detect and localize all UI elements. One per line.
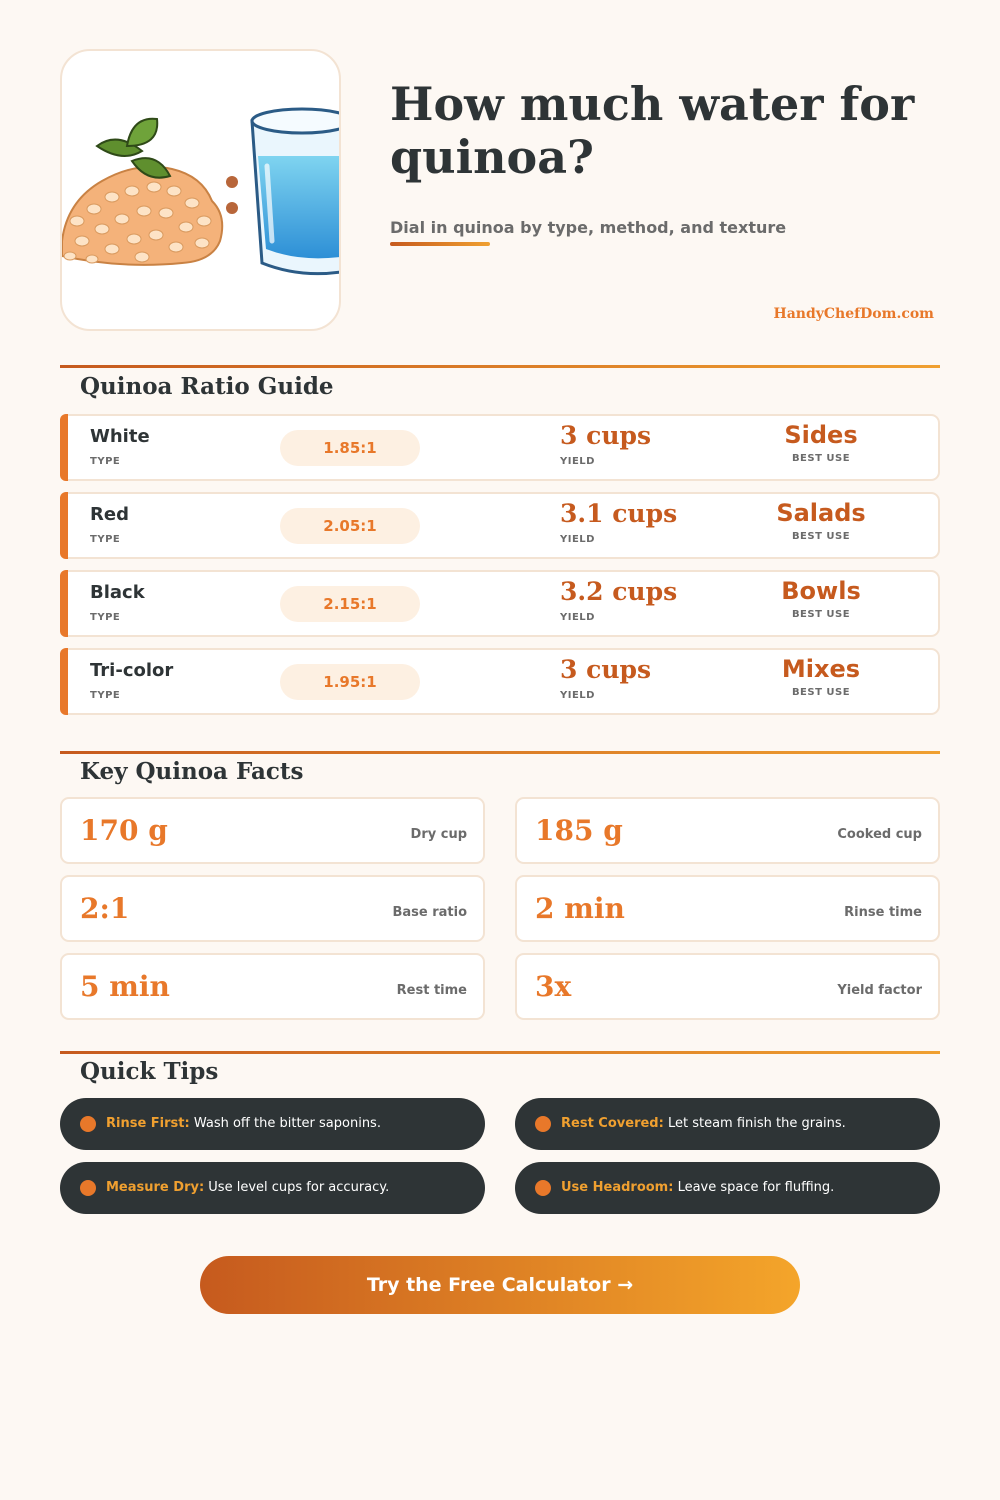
best-use-label: BEST USE: [791, 687, 851, 698]
yield-value: 3 cups: [560, 655, 652, 684]
fact-card: [60, 953, 485, 1020]
bullet-dot-icon: [535, 1180, 551, 1196]
ratio-badge: 1.85:1: [280, 430, 420, 466]
water-glass-icon: [252, 109, 341, 274]
ratio-badge: 2.05:1: [280, 508, 420, 544]
type-label: TYPE: [90, 456, 121, 467]
type-value: Tri-color: [90, 660, 174, 681]
type-label: TYPE: [90, 534, 121, 545]
free-calculator-button[interactable]: Try the Free Calculator →: [200, 1256, 800, 1314]
fact-label: Base ratio: [392, 905, 467, 920]
subtitle-underline: [390, 242, 490, 246]
tip-pill: [515, 1098, 940, 1150]
tips-title: Quick Tips: [80, 1058, 219, 1085]
best-use-value: Mixes: [781, 655, 861, 683]
facts-title: Key Quinoa Facts: [80, 758, 304, 785]
type-label: TYPE: [90, 690, 121, 701]
fact-card: [60, 797, 485, 864]
quinoa-pile-icon: [62, 167, 222, 265]
fact-value: 2 min: [535, 892, 625, 925]
tip-text: Wash off the bitter saponins.: [193, 1116, 381, 1131]
fact-value: 185 g: [535, 814, 623, 847]
ratio-badge: 1.95:1: [280, 664, 420, 700]
fact-card: [515, 875, 940, 942]
ratio-row-white: [60, 414, 940, 481]
bullet-dot-icon: [535, 1116, 551, 1132]
bullet-dot-icon: [80, 1180, 96, 1196]
tip-title: Use Headroom:: [561, 1180, 674, 1195]
tip-text: Use level cups for accuracy.: [208, 1180, 390, 1195]
section-divider: [60, 1051, 940, 1054]
fact-value: 5 min: [80, 970, 170, 1003]
tip-text: Let steam finish the grains.: [667, 1116, 846, 1131]
best-use-label: BEST USE: [791, 609, 851, 620]
tip-pill: [60, 1162, 485, 1214]
yield-value: 3.2 cups: [560, 577, 678, 606]
hero-svg: [62, 51, 341, 331]
ratio-guide-title: Quinoa Ratio Guide: [80, 373, 334, 400]
best-use-label: BEST USE: [791, 453, 851, 464]
ratio-row-black: [60, 570, 940, 637]
best-use-label: BEST USE: [791, 531, 851, 542]
yield-value: 3.1 cups: [560, 499, 678, 528]
fact-card: [515, 953, 940, 1020]
ratio-row-tri-color: [60, 648, 940, 715]
tip-text: Leave space for fluffing.: [677, 1180, 835, 1195]
type-value: Red: [90, 504, 129, 525]
bullet-dot-icon: [80, 1116, 96, 1132]
section-divider: [60, 365, 940, 368]
fact-label: Dry cup: [410, 827, 467, 842]
fact-card: [60, 875, 485, 942]
best-use-value: Salads: [776, 499, 866, 527]
yield-label: YIELD: [560, 690, 595, 701]
yield-label: YIELD: [560, 456, 595, 467]
tip-pill: [60, 1098, 485, 1150]
yield-value: 3 cups: [560, 421, 652, 450]
tip-title: Rest Covered:: [561, 1116, 664, 1131]
fact-label: Yield factor: [837, 983, 922, 998]
page-subtitle: Dial in quinoa by type, method, and texture: [390, 218, 787, 237]
best-use-value: Bowls: [781, 577, 861, 605]
tip-title: Rinse First:: [106, 1116, 190, 1131]
page-title: How much water for quinoa?: [390, 77, 915, 184]
hero-illustration: [60, 49, 341, 331]
type-label: TYPE: [90, 612, 121, 623]
fact-label: Rinse time: [844, 905, 922, 920]
yield-label: YIELD: [560, 534, 595, 545]
tip-pill: [515, 1162, 940, 1214]
yield-label: YIELD: [560, 612, 595, 623]
fact-label: Cooked cup: [837, 827, 922, 842]
brand-link[interactable]: HandyChefDom.com: [773, 306, 934, 322]
fact-value: 170 g: [80, 814, 168, 847]
fact-label: Rest time: [396, 983, 467, 998]
fact-value: 2:1: [80, 892, 130, 925]
type-value: White: [90, 426, 150, 447]
best-use-value: Sides: [784, 421, 858, 449]
fact-value: 3x: [535, 970, 572, 1003]
ratio-badge: 2.15:1: [280, 586, 420, 622]
ratio-row-red: [60, 492, 940, 559]
type-value: Black: [90, 582, 145, 603]
ratio-colon-icon: [226, 176, 238, 214]
fact-card: [515, 797, 940, 864]
tip-title: Measure Dry:: [106, 1180, 205, 1195]
section-divider: [60, 751, 940, 754]
